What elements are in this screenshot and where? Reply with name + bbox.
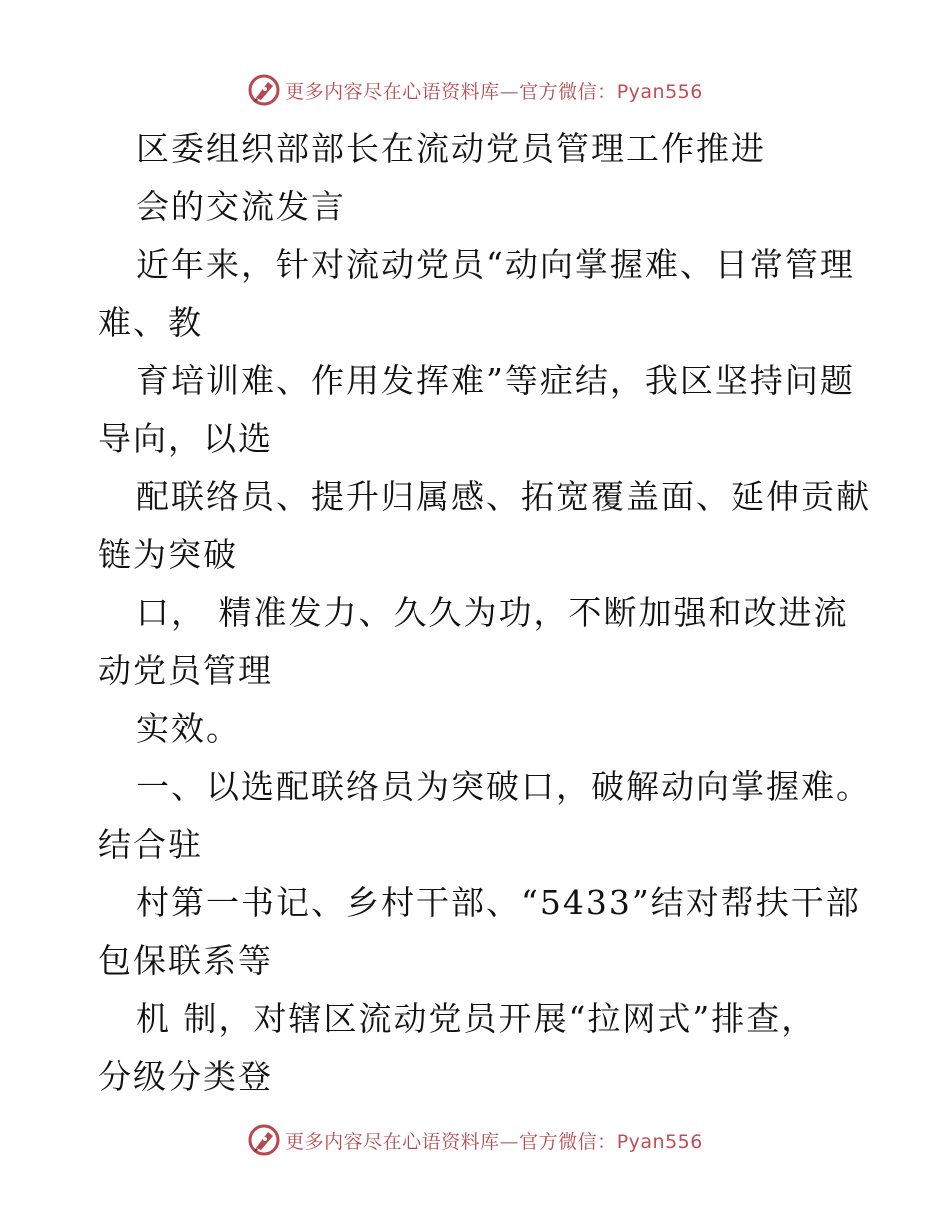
document-title-line: 会的交流发言 (136, 187, 346, 226)
paragraph-line: 育培训难、作用发挥难”等症结，我区坚持问题 (136, 361, 855, 400)
header-watermark-banner (0, 70, 950, 110)
pen-nib-logo-icon (247, 1123, 281, 1157)
paragraph-line: 分级分类登 (98, 1057, 273, 1096)
paragraph-line: 机 制，对辖区流动党员开展“拉网式”排查， (136, 999, 817, 1038)
paragraph-line: 链为突破 (98, 535, 238, 574)
pen-nib-logo-icon (247, 73, 281, 107)
paragraph-line: 难、教 (98, 303, 203, 342)
footer-watermark-banner (0, 1120, 950, 1160)
paragraph-line: 近年来，针对流动党员“动向掌握难、日常管理 (136, 245, 855, 284)
paragraph-line: 包保联系等 (98, 941, 273, 980)
paragraph-line: 口， 精准发力、久久为功，不断加强和改进流 (136, 593, 849, 632)
paragraph-line: 动党员管理 (98, 651, 273, 690)
paragraph-line: 导向，以选 (98, 419, 273, 458)
paragraph-line: 结合驻 (98, 825, 203, 864)
watermark-text: 更多内容尽在心语资料库—官方微信：Pyan556 (285, 1130, 703, 1153)
paragraph-line: 村第一书记、乡村干部、“5433”结对帮扶干部 (136, 883, 861, 922)
paragraph-line: 一、以选配联络员为突破口，破解动向掌握难。 (136, 767, 871, 806)
document-body (98, 120, 871, 1106)
watermark-text: 更多内容尽在心语资料库—官方微信：Pyan556 (285, 80, 703, 103)
paragraph-line: 实效。 (136, 709, 241, 748)
document-title-line: 区委组织部部长在流动党员管理工作推进 (136, 129, 766, 168)
paragraph-line: 配联络员、提升归属感、拓宽覆盖面、延伸贡献 (136, 477, 871, 516)
